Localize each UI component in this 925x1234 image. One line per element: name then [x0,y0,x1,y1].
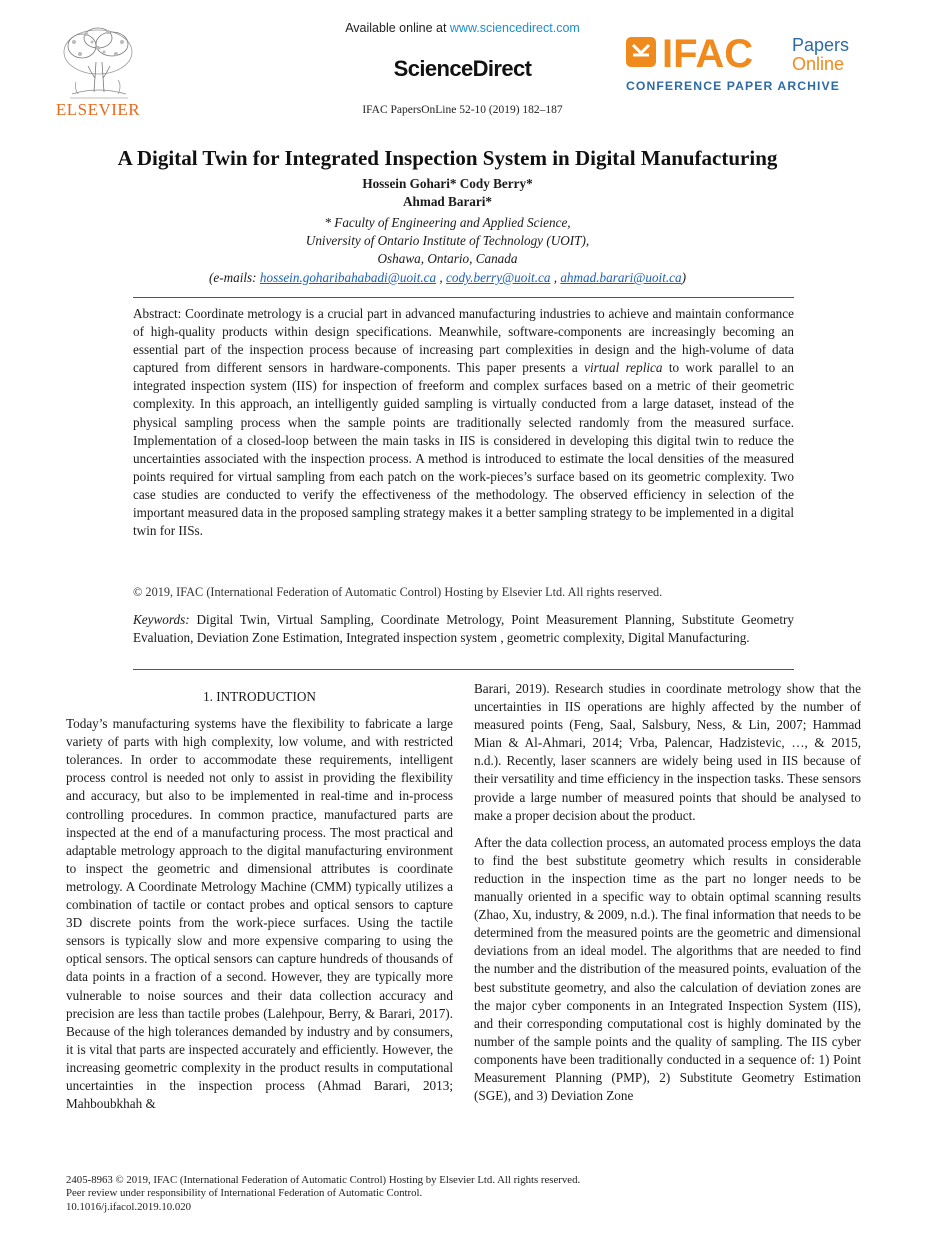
sciencedirect-brand: ScienceDirect [393,56,532,81]
ifac-papers-text: Papers [792,35,850,55]
authors-line-1: Hossein Gohari* Cody Berry* [362,176,533,191]
section-heading-introduction: 1. INTRODUCTION [203,689,316,704]
ifac-archive-label: CONFERENCE PAPER ARCHIVE [626,79,840,93]
abstract-italic-term: virtual replica [584,360,663,376]
authors-line-2: Ahmad Barari* [402,194,492,209]
right-column [474,680,861,1105]
abstract-bottom-rule [133,669,794,670]
abstract-copyright: © 2019, IFAC (International Federation of Automatic Control) Hosting by Elsevier Ltd. All rights reserved. [133,585,663,599]
journal-reference: IFAC PapersOnLine 52-10 (2019) 182–187 [362,104,563,116]
keywords-text: Digital Twin, Virtual Sampling, Coordinate Metrology, Point Measurement Planning, Substitute Geometry Evaluation, Deviation Zone Estimation, Integrated inspection system , geometric complexity, Digital Manufacturing. [133,612,794,645]
keywords [133,611,794,647]
abstract [133,305,794,540]
affiliation-line-3: Oshawa, Ontario, Canada [377,251,518,266]
abstract-top-rule [133,297,794,298]
emails-suffix: ) [681,270,687,285]
affiliation-line-1: * Faculty of Engineering and Applied Science, [324,215,571,230]
intro-paragraph-1: Today’s manufacturing systems have the flexibility to fabricate a large variety of parts with high complexity, low volume, and with restricted tolerances. In order to accommodate these requirements, intelligent process control is needed not only to assist in providing the flexibility and accuracy, but also to be implemented in real-time and in-process controlling procedures. In common practice, manufactured parts are inspected at the end of a manufacturing process. The most practical and adaptable metrology approach to the digital manufacturing environment to inspect the geometric and dimensional attributes is coordinate metrology. A Coordinate Metrology Machine (CMM) typically utilizes a combination of tactile or contact probes and optical sensors to capture 3D discrete points from the work-piece surfaces. Using the tactile sensors is typically slow and more expensive comparing to using the optical sensors. The optical sensors can capture hundreds of thousands of data points in a fraction of a second. However, they are typically more vulnerable to noise sources and their data collection accuracy and precision are less than tactile probes (Lalehpour, Berry, & Barari, 2017). Because of the high tolerances demanded by industry and by consumers, it is vital that parts are inspected accurately and efficiently. However, the increasing geometric complexity in the product results in computational uncertainties in the inspection process (Ahmad Barari, 2013; Mahboubkhah & [66,716,453,1112]
email-separator: , [436,270,447,285]
sciencedirect-link[interactable]: www.sciencedirect.com [449,21,580,35]
email-link-barari[interactable]: ahmad.barari@uoit.ca [560,270,682,285]
footer-peer-review: Peer review under responsibility of International Federation of Automatic Control. [66,1187,423,1200]
paper-title: A Digital Twin for Integrated Inspection System in Digital Manufacturing [117,146,778,170]
footer-doi: 10.1016/j.ifacol.2019.10.020 [66,1200,192,1213]
ifac-online-text: Online [792,54,845,74]
affiliation-line-2: University of Ontario Institute of Technology (UOIT), [305,233,590,248]
intro-paragraph-2: Barari, 2019). Research studies in coordinate metrology show that the uncertainties in IIS operations are highly affected by the number of measured points (Feng, Saal, Salsbury, Ness, & Lin, 2007; Hammad Mian & Al-Ahmari, 2014; Vrba, Palencar, Hadzistevic, …, & 2015, n.d.). Recently, laser scanners are widely being used in IIS because of their versatility and time efficiency in the inspection tasks. These sensors provide a large number of measured points that should be analysed to make a proper decision about the product. [474,681,861,823]
author-emails [0,270,895,286]
email-separator: , [550,270,561,285]
page-footer [66,1174,580,1214]
ifac-logo-icon [624,33,869,79]
abstract-text-2: to work parallel to an integrated inspection system (IIS) for inspection of freeform and complex surfaces based on a metric of their geometric complexity. In this approach, an intelligently guided sampling is virtually conducted from a large dataset, instead of the physical sampling process when the sample points are traditionally selected randomly from the measured surface. Implementation of a closed-loop between the main tasks in IIS is considered in developing this digital twin to reduce the uncertainties associated with the inspection process. A method is introduced to estimate the local densities of the measured points required for virtual sampling from each patch on the work-pieces’s surface based on its geometric complexity. Two case studies are conducted to verify the effectiveness of the methodology. The observed efficiency in selection of the important measured data in the proposed sampling strategy makes it a better sampling strategy to be implemented in a digital twin for IISs. [133,360,795,539]
keywords-label: Keywords: [133,612,190,627]
left-column [66,680,453,1113]
email-link-gohari[interactable]: hossein.goharibahabadi@uoit.ca [259,270,437,285]
available-online-text: Available online at [345,21,450,35]
emails-prefix: (e-mails: [208,270,260,285]
elsevier-wordmark: ELSEVIER [55,100,141,119]
ifac-wordmark: IFAC [662,33,754,76]
abstract-text-1: Abstract: Coordinate metrology is a crucial part in advanced manufacturing industries to achieve and maintain conformance of high-quality products within design specifications. Meanwhile, software-components are increasingly becoming an essential part of the inspection process because of increasing part complexities in design and the high-volume of data captured from different sensors in hardware-components. This paper presents a [133,306,794,376]
footer-copyright: 2405-8963 © 2019, IFAC (International Federation of Automatic Control) Hosting by Elsevier Ltd. All rights reserved. [66,1174,581,1186]
intro-paragraph-3: After the data collection process, an automated process employs the data to find the best substitute geometry which results in considerable reduction in the inspection time as the part no longer needs to be manually oriented in a specific way to obtain optimal scanning results (Zhao, Xu, industry, & 2009, n.d.). The final information that needs to be determined from the measured points are the geometric and dimensional deviations from an ideal model. The algorithms that are needed to find the number and the distribution of the measured points, evaluation of the best substitute geometry, and also the calculation of deviation zones are the major cyber components in an Integrated Inspection System (IIS), and their corresponding computational cost is highly dominated by the number of the sample points and the quality of sampling. The IIS cyber components have been traditionally conducted in a sequence of: 1) Point Measurement Planning (PMP), 2) Substitute Geometry Estimation (SGE), and 3) Deviation Zone [474,834,861,1104]
email-link-berry[interactable]: cody.berry@uoit.ca [446,270,551,285]
